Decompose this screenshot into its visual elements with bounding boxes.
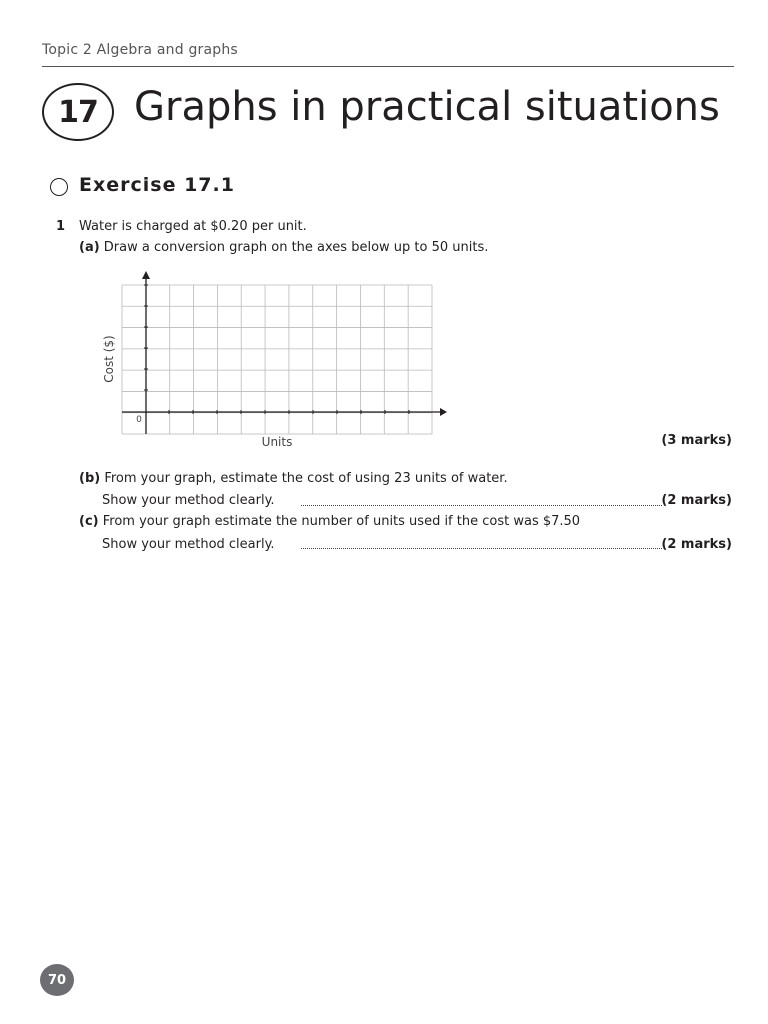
part-a-text: Draw a conversion graph on the axes below up to 50 units. (103, 240, 489, 255)
chapter-title: Graphs in practical situations (134, 84, 720, 130)
y-axis-label: Cost ($) (102, 335, 116, 383)
part-c-marks: (2 marks) (661, 537, 732, 552)
origin-label: 0 (136, 415, 142, 425)
page-number: 70 (40, 964, 74, 996)
part-a-label: (a) (79, 240, 100, 255)
chapter-number-badge: 17 (42, 83, 114, 141)
question-intro: Water is charged at $0.20 per unit. (79, 219, 307, 234)
axes (122, 271, 447, 434)
part-c-method: Show your method clearly. (102, 537, 275, 552)
topic-header: Topic 2 Algebra and graphs (42, 42, 238, 58)
y-axis-arrow-icon (142, 271, 150, 279)
part-b (79, 471, 508, 486)
part-c-answer-line[interactable] (301, 548, 662, 549)
x-axis-arrow-icon (440, 408, 447, 416)
question-number: 1 (56, 219, 66, 234)
part-c-label: (c) (79, 514, 99, 529)
part-b-answer-line[interactable] (301, 505, 662, 506)
part-b-label: (b) (79, 471, 101, 486)
part-b-marks: (2 marks) (661, 493, 732, 508)
part-a-marks: (3 marks) (661, 433, 732, 448)
x-axis-label: Units (261, 435, 293, 449)
part-b-method: Show your method clearly. (102, 493, 275, 508)
part-c (79, 514, 580, 529)
part-b-text: From your graph, estimate the cost of using 23 units of water. (104, 471, 508, 486)
part-c-text: From your graph estimate the number of units used if the cost was $7.50 (102, 514, 581, 529)
conversion-graph-grid[interactable] (0, 0, 768, 460)
exercise-title: Exercise 17.1 (79, 174, 235, 196)
